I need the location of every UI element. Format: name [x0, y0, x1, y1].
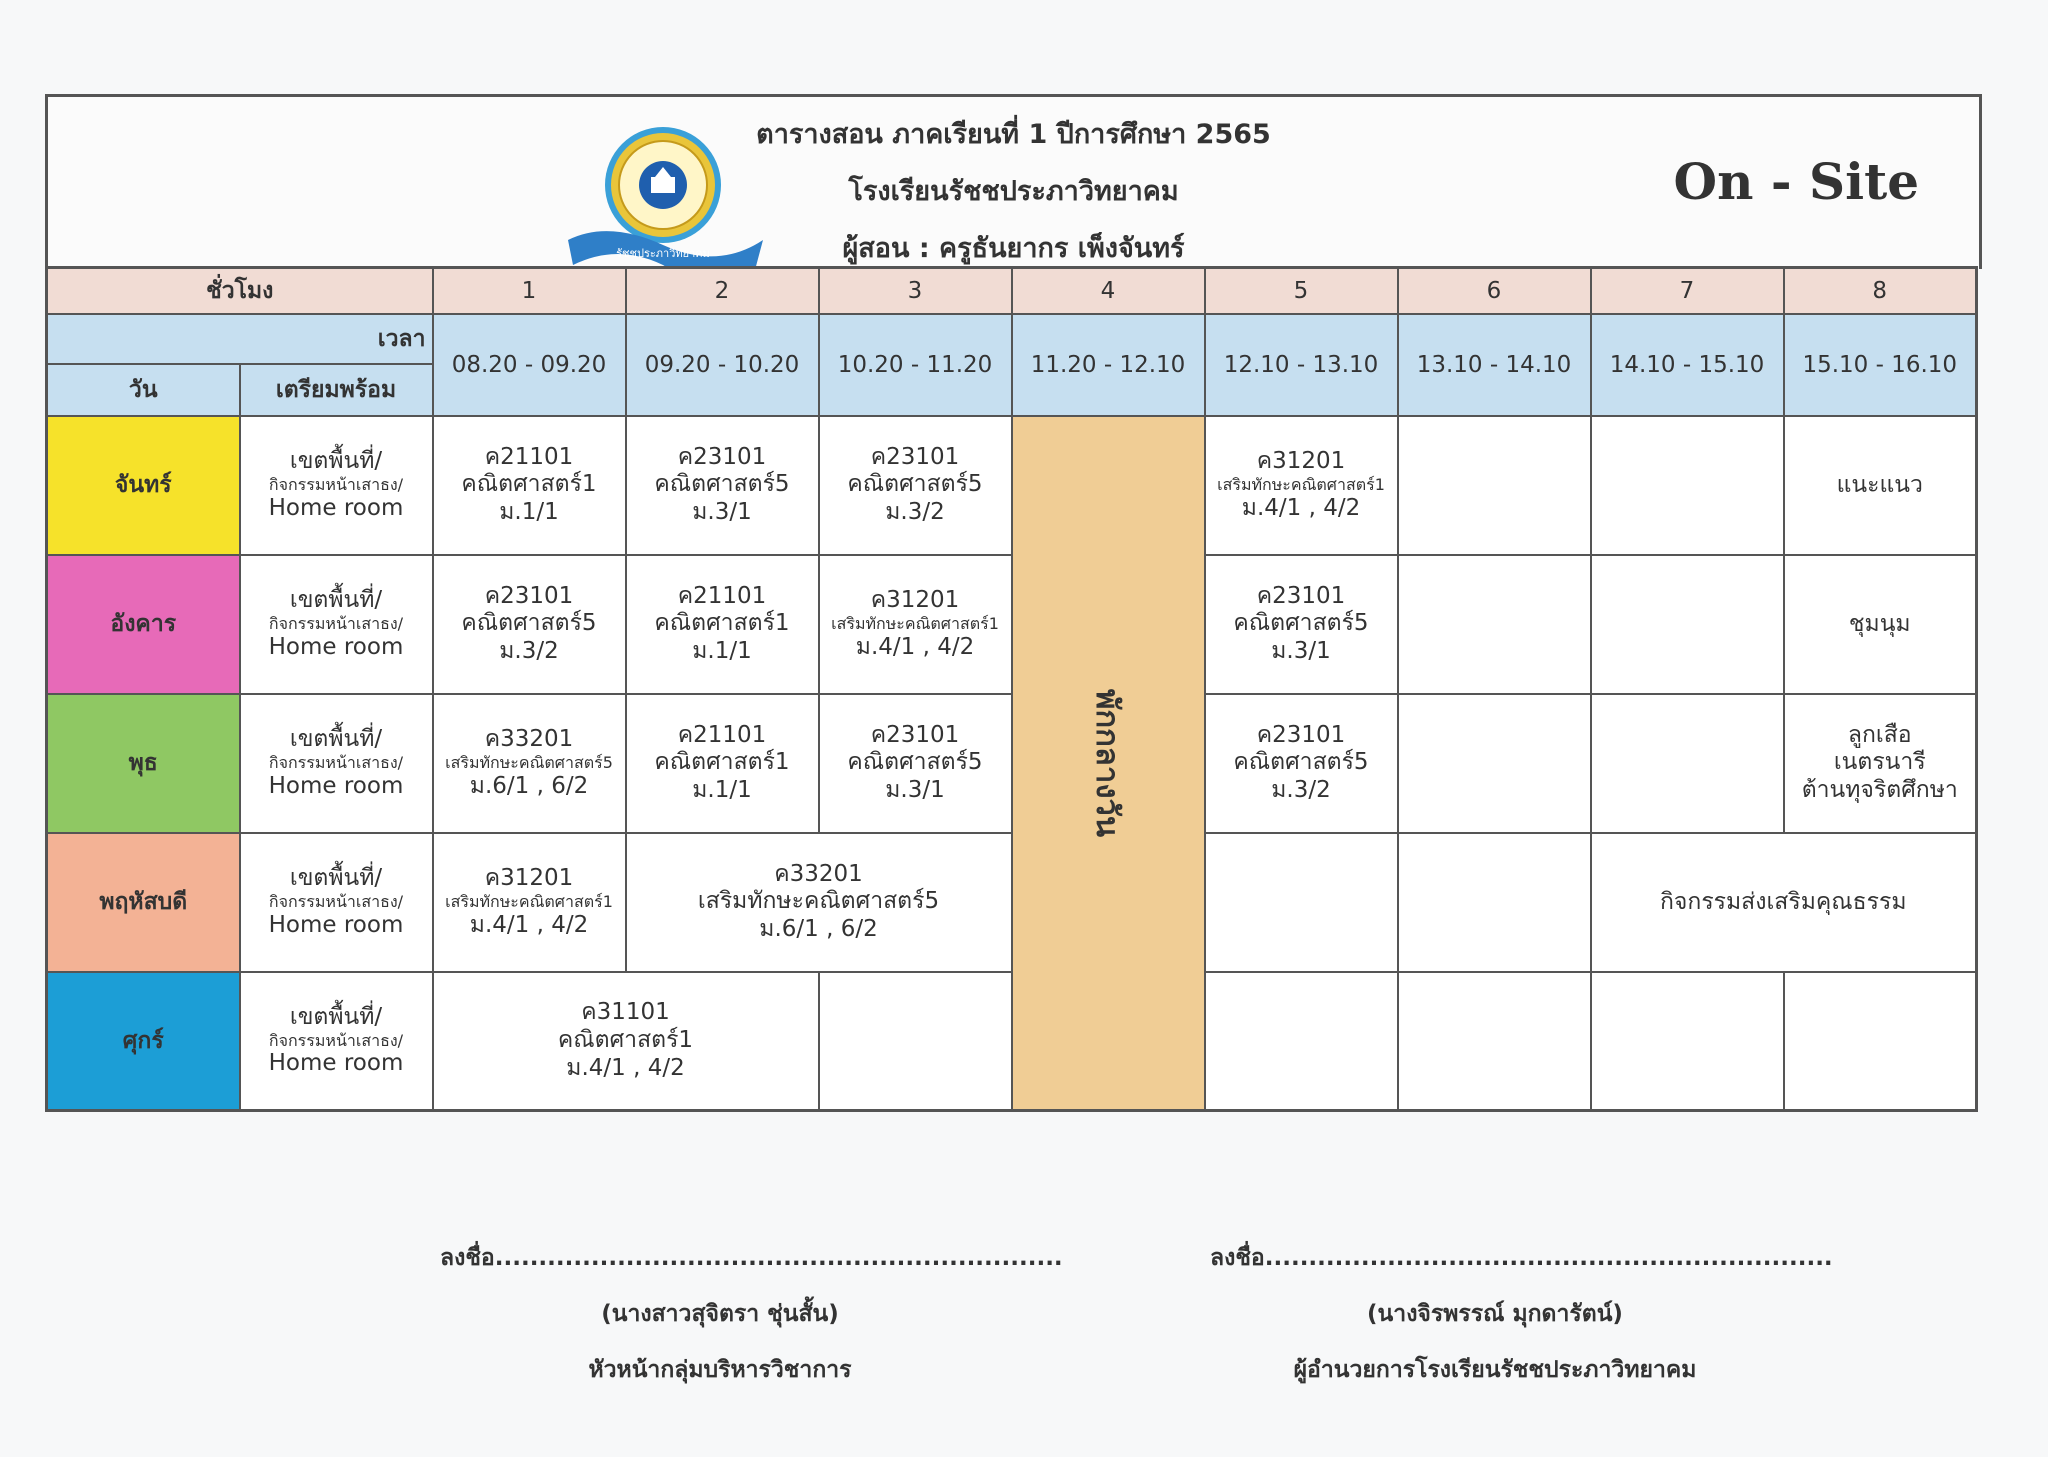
empty-cell: [1591, 694, 1784, 833]
signature-right: [1210, 1240, 1833, 1408]
header-box: [45, 94, 1982, 269]
signer-position: หัวหน้ากลุ่มบริหารวิชาการ: [588, 1357, 852, 1383]
period-4: 4: [1012, 268, 1205, 314]
prep-cell: เขตพื้นที่/ กิจกรรมหน้าเสาธง/ Home room: [240, 833, 433, 972]
day-tuesday: อังคาร: [47, 555, 240, 694]
class-cell: ค31201 เสริมทักษะคณิตศาสตร์1 ม.4/1 , 4/2: [1205, 416, 1398, 555]
activity-cell-merged: กิจกรรมส่งเสริมคุณธรรม: [1591, 833, 1977, 972]
title-line-1: ตารางสอน ภาคเรียนที่ 1 ปีการศึกษา 2565: [756, 119, 1271, 150]
empty-cell: [1205, 833, 1398, 972]
period-5: 5: [1205, 268, 1398, 314]
class-cell: ค23101 คณิตศาสตร์5 ม.3/2: [1205, 694, 1398, 833]
day-friday: ศุกร์: [47, 972, 240, 1111]
time-header-label: เวลา: [47, 314, 433, 364]
time-5: 12.10 - 13.10: [1205, 314, 1398, 416]
empty-cell: [1205, 972, 1398, 1111]
empty-cell: [1398, 555, 1591, 694]
class-cell: ค31201 เสริมทักษะคณิตศาสตร์1 ม.4/1 , 4/2: [433, 833, 626, 972]
class-cell: ค21101 คณิตศาสตร์1 ม.1/1: [433, 416, 626, 555]
time-1: 08.20 - 09.20: [433, 314, 626, 416]
empty-cell: [1591, 972, 1784, 1111]
period-8: 8: [1784, 268, 1977, 314]
class-cell: ค23101 คณิตศาสตร์5 ม.3/1: [626, 416, 819, 555]
empty-cell: [1784, 972, 1977, 1111]
day-header-label: วัน: [47, 364, 240, 416]
time-4: 11.20 - 12.10: [1012, 314, 1205, 416]
class-cell: ค33201 เสริมทักษะคณิตศาสตร์5 ม.6/1 , 6/2: [433, 694, 626, 833]
lunch-break-cell: [1012, 416, 1205, 1111]
period-7: 7: [1591, 268, 1784, 314]
period-header-label: ชั่วโมง: [47, 268, 433, 314]
prep-cell: เขตพื้นที่/ กิจกรรมหน้าเสาธง/ Home room: [240, 972, 433, 1111]
period-2: 2: [626, 268, 819, 314]
lunch-label: พักกลางวัน: [1089, 688, 1125, 837]
title-line-2: โรงเรียนรัชชประภาวิทยาคม: [848, 176, 1179, 207]
class-cell-merged: ค31101 คณิตศาสตร์1 ม.4/1 , 4/2: [433, 972, 819, 1111]
signer-name: (นางจิรพรรณ์ มุกดารัตน์): [1367, 1301, 1623, 1327]
time-8: 15.10 - 16.10: [1784, 314, 1977, 416]
prep-cell: เขตพื้นที่/ กิจกรรมหน้าเสาธง/ Home room: [240, 416, 433, 555]
title-line-3: ผู้สอน : ครูธันยากร เพ็งจันทร์: [842, 233, 1185, 264]
day-wednesday: พุธ: [47, 694, 240, 833]
school-logo-icon: [568, 115, 768, 280]
prep-cell: เขตพื้นที่/ กิจกรรมหน้าเสาธง/ Home room: [240, 555, 433, 694]
time-2: 09.20 - 10.20: [626, 314, 819, 416]
signer-name: (นางสาวสุจิตรา ชุ่นสั้น): [601, 1301, 839, 1327]
class-cell: ค21101 คณิตศาสตร์1 ม.1/1: [626, 694, 819, 833]
signature-line: ลงชื่อ.................................................................: [1210, 1245, 1833, 1271]
prep-header-label: เตรียมพร้อม: [240, 364, 433, 416]
svg-text:รัชชประภาวิทยาคม: รัชชประภาวิทยาคม: [616, 247, 710, 260]
empty-cell: [1591, 555, 1784, 694]
period-1: 1: [433, 268, 626, 314]
day-thursday: พฤหัสบดี: [47, 833, 240, 972]
class-cell: ค23101 คณิตศาสตร์5 ม.3/2: [433, 555, 626, 694]
class-cell: ค23101 คณิตศาสตร์5 ม.3/1: [819, 694, 1012, 833]
signature-left: [440, 1240, 1063, 1408]
day-monday: จันทร์: [47, 416, 240, 555]
empty-cell: [1398, 972, 1591, 1111]
period-3: 3: [819, 268, 1012, 314]
activity-cell: แนะแนว: [1784, 416, 1977, 555]
timetable-sheet: [45, 94, 1980, 1124]
class-cell: ค31201 เสริมทักษะคณิตศาสตร์1 ม.4/1 , 4/2: [819, 555, 1012, 694]
prep-cell: เขตพื้นที่/ กิจกรรมหน้าเสาธง/ Home room: [240, 694, 433, 833]
on-site-badge: On - Site: [1673, 152, 1919, 211]
time-6: 13.10 - 14.10: [1398, 314, 1591, 416]
signer-position: ผู้อำนวยการโรงเรียนรัชชประภาวิทยาคม: [1293, 1357, 1697, 1383]
class-cell-merged: ค33201 เสริมทักษะคณิตศาสตร์5 ม.6/1 , 6/2: [626, 833, 1012, 972]
empty-cell: [1398, 833, 1591, 972]
schedule-table: [45, 266, 1978, 1112]
activity-cell: ชุมนุม: [1784, 555, 1977, 694]
class-cell: ค23101 คณิตศาสตร์5 ม.3/2: [819, 416, 1012, 555]
empty-cell: [819, 972, 1012, 1111]
time-3: 10.20 - 11.20: [819, 314, 1012, 416]
empty-cell: [1398, 416, 1591, 555]
time-7: 14.10 - 15.10: [1591, 314, 1784, 416]
class-cell: ค23101 คณิตศาสตร์5 ม.3/1: [1205, 555, 1398, 694]
empty-cell: [1398, 694, 1591, 833]
class-cell: ค21101 คณิตศาสตร์1 ม.1/1: [626, 555, 819, 694]
activity-cell: ลูกเสือ เนตรนารี ต้านทุจริตศึกษา: [1784, 694, 1977, 833]
signature-line: ลงชื่อ.................................................................: [440, 1245, 1063, 1271]
period-6: 6: [1398, 268, 1591, 314]
empty-cell: [1591, 416, 1784, 555]
